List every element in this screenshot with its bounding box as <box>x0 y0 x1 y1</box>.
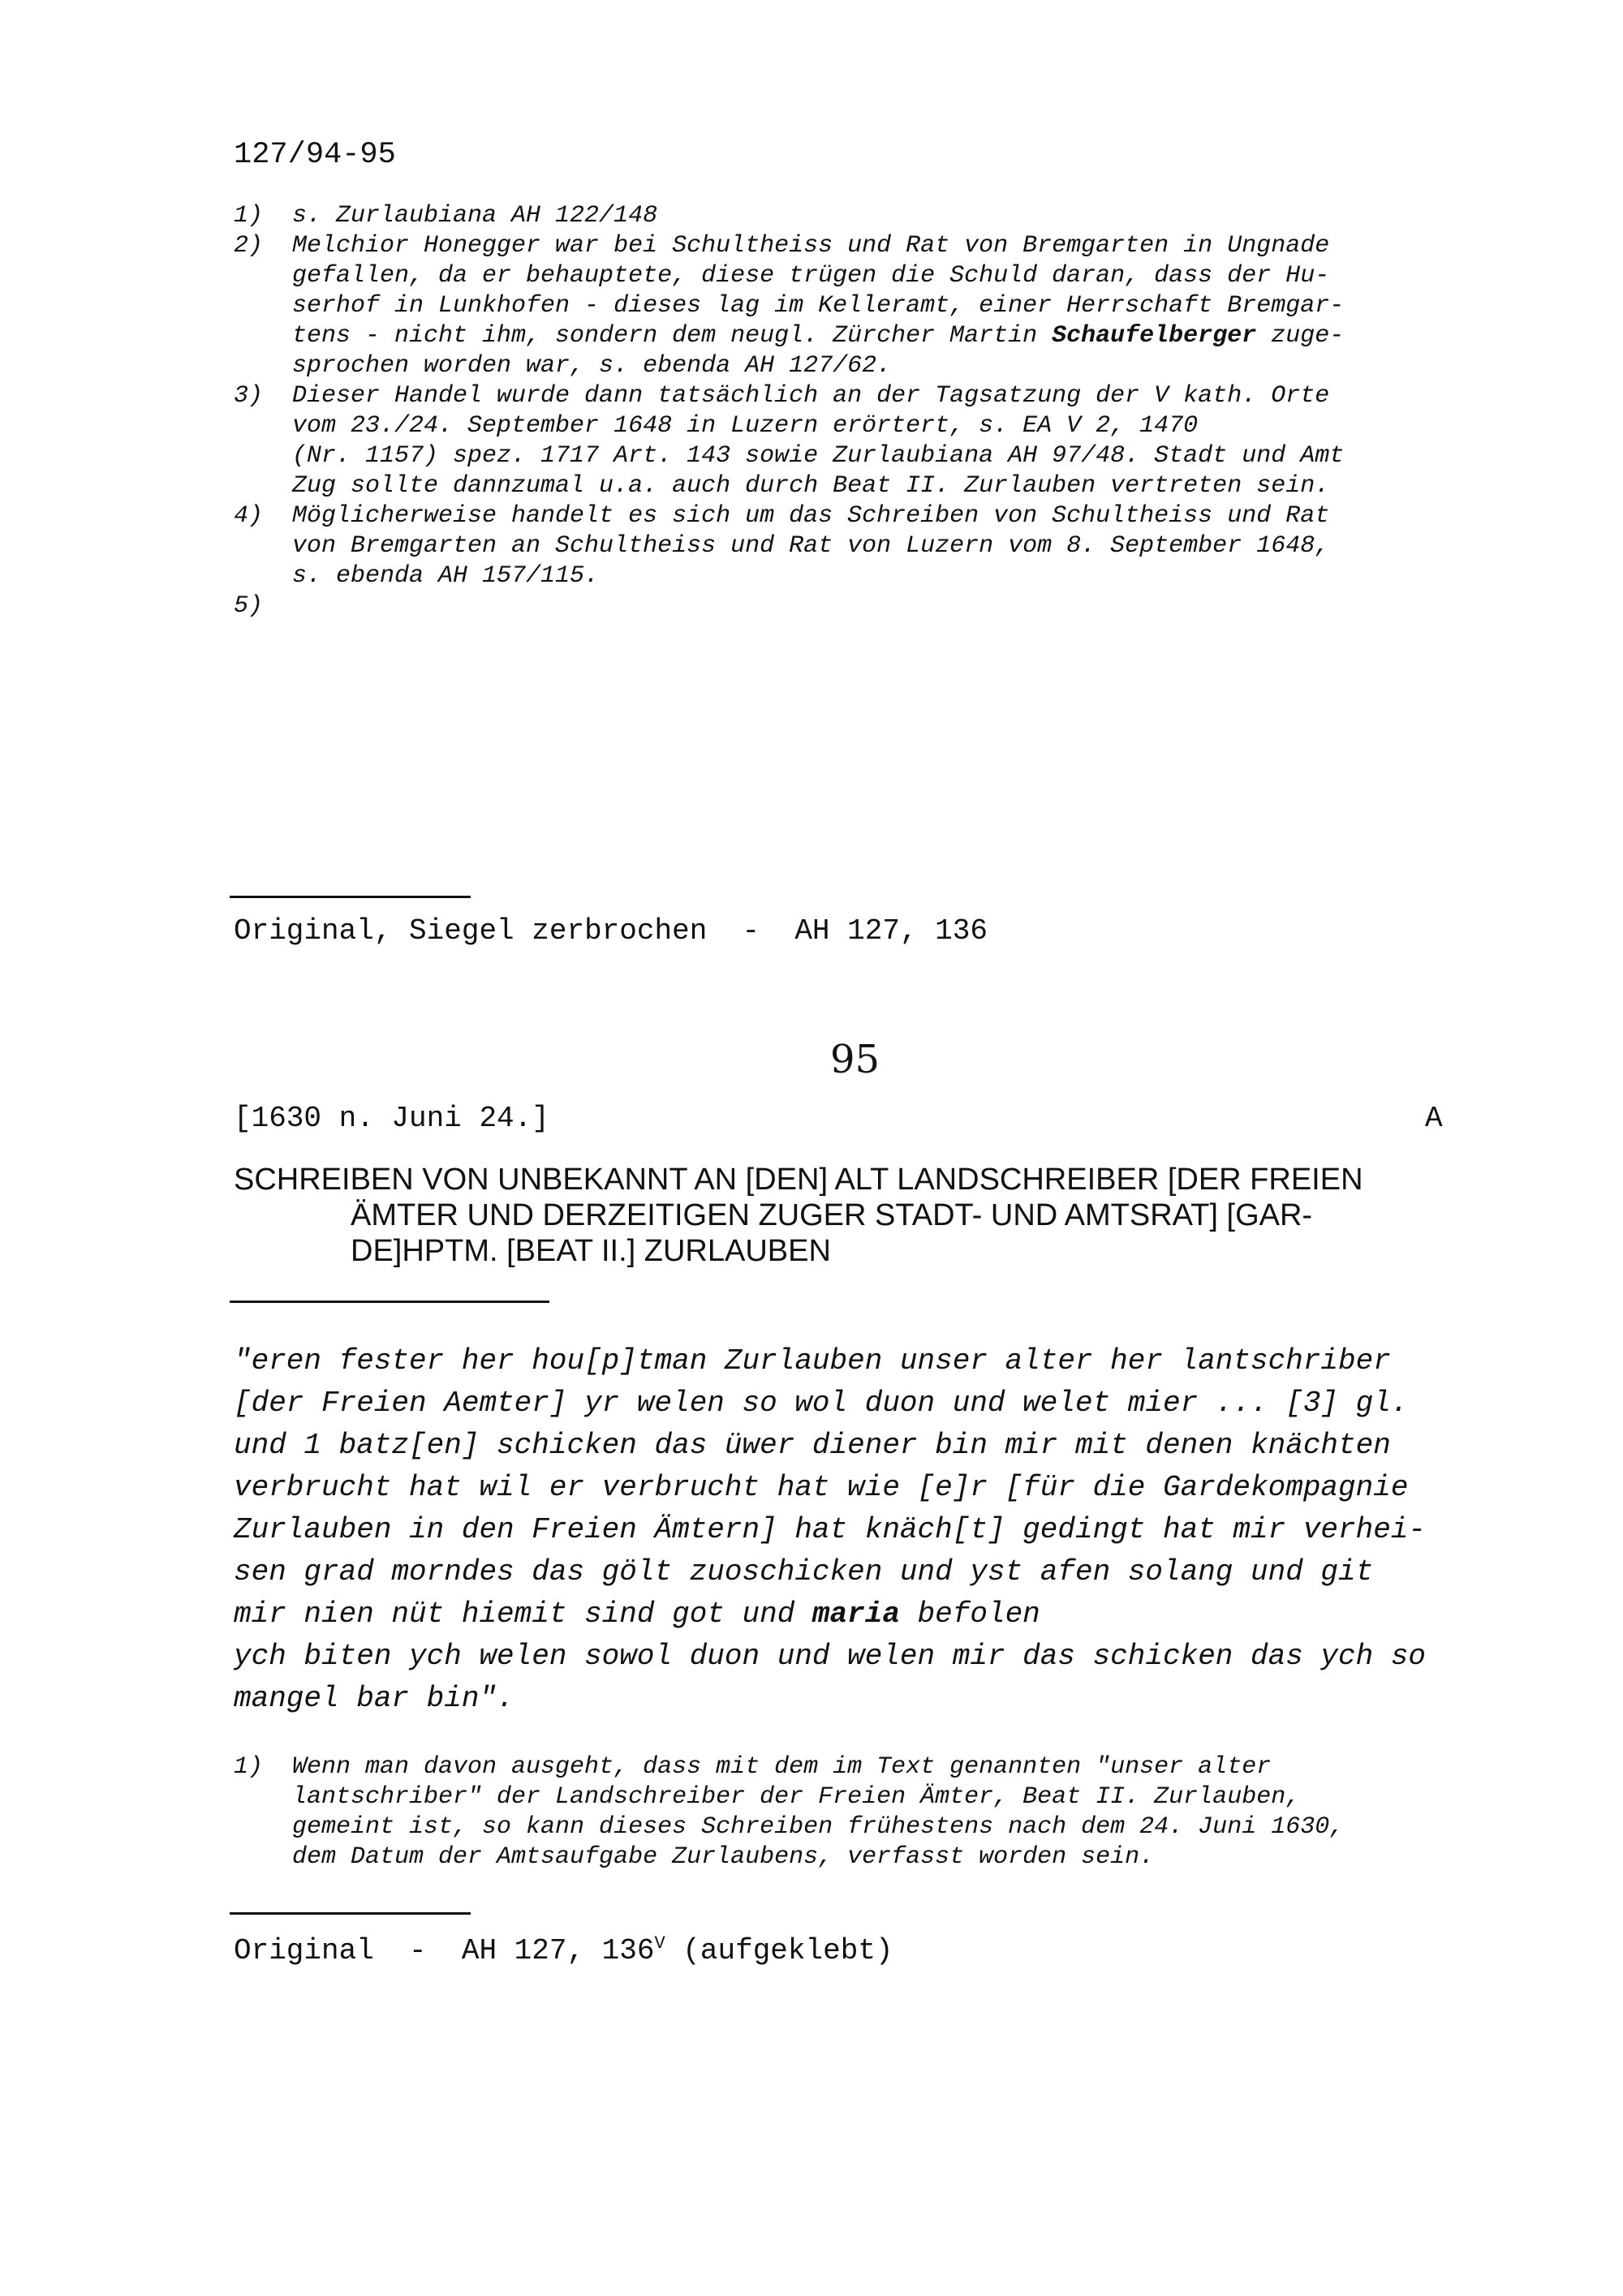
text-line: mangel bar bin". <box>234 1682 514 1715</box>
footnote-number: 2) <box>234 232 264 260</box>
footnote-number: 1) <box>234 202 264 230</box>
footnote-text: zuge- <box>1256 322 1345 350</box>
footnote-text: tens - nicht ihm, sondern dem neugl. Zürcher Martin <box>292 322 1053 350</box>
text-line: sen grad morndes das gölt zuoschicken und yst afen solang und git <box>234 1555 1374 1589</box>
document-date: [1630 n. Juni 24.] <box>234 1102 549 1135</box>
title-line: ÄMTER UND DERZEITIGEN ZUGER STADT- UND AMTSRAT] [GAR- <box>351 1198 1313 1232</box>
footnote-line: gefallen, da er behauptete, diese trügen die Schuld daran, dass der Hu- <box>292 262 1330 290</box>
footnote-line: sprochen worden war, s. ebenda AH 127/62. <box>292 352 892 380</box>
superscript: V <box>654 1933 665 1954</box>
source-note-94: Original, Siegel zerbrochen - AH 127, 136 <box>234 914 988 948</box>
footnote-line: Möglicherweise handelt es sich um das Schreiben von Schultheiss und Rat <box>292 502 1330 530</box>
text-line: [der Freien Aemter] yr welen so wol duon und welet mier ... [3] gl. <box>234 1387 1409 1420</box>
source-text: Original - AH 127, 136 <box>234 1934 655 1967</box>
document-marker: A <box>1425 1102 1443 1135</box>
page-reference: 127/94-95 <box>234 138 396 172</box>
document-number: 95 <box>830 1037 880 1082</box>
bold-name: Schaufelberger <box>1052 322 1257 350</box>
footnote-line: dem Datum der Amtsaufgabe Zurlaubens, verfasst worden sein. <box>292 1843 1155 1871</box>
text-segment: befolen <box>899 1597 1040 1631</box>
footnote-line: Dieser Handel wurde dann tatsächlich an der Tagsatzung der V kath. Orte <box>292 382 1330 410</box>
footnote-line: Melchior Honegger war bei Schultheiss und Rat von Bremgarten in Ungnade <box>292 232 1330 260</box>
footnote-line: (Nr. 1157) spez. 1717 Art. 143 sowie Zurlaubiana AH 97/48. Stadt und Amt <box>292 442 1345 470</box>
text-segment: mir nien nüt hiemit sind got und <box>234 1597 812 1631</box>
footnote-line: vom 23./24. September 1648 in Luzern erörtert, s. EA V 2, 1470 <box>292 412 1199 440</box>
footnote-line: lantschriber" der Landschreiber der Freien Ämter, Beat II. Zurlauben, <box>292 1783 1301 1811</box>
footnote-line: serhof in Lunkhofen - dieses lag im Kelleramt, einer Herrschaft Bremgar- <box>292 292 1345 320</box>
text-line: "eren fester her hou[p]tman Zurlauben unser alter her lantschriber <box>234 1344 1391 1378</box>
source-note-95 <box>234 1933 893 1967</box>
footnote-line: gemeint ist, so kann dieses Schreiben frühestens nach dem 24. Juni 1630, <box>292 1813 1345 1841</box>
divider <box>230 896 471 898</box>
text-line: und 1 batz[en] schicken das üwer diener bin mir mit denen knächten <box>234 1429 1391 1462</box>
footnote-number: 3) <box>234 382 264 410</box>
text-line: ych biten ych welen sowol duon und welen mir das schicken das ych so <box>234 1640 1427 1673</box>
footnote-number: 1) <box>234 1753 264 1781</box>
footnote-line <box>292 321 1344 351</box>
bold-word: maria <box>812 1597 900 1631</box>
source-text: (aufgeklebt) <box>665 1934 893 1967</box>
title-line: DE]HPTM. [BEAT II.] ZURLAUBEN <box>351 1234 831 1268</box>
text-line: verbrucht hat wil er verbrucht hat wie [e]r [für die Gardekompagnie <box>234 1471 1409 1504</box>
divider <box>230 1912 471 1915</box>
footnote-number: 5) <box>234 592 264 620</box>
footnote-line: Wenn man davon ausgeht, dass mit dem im Text genannten "unser alter <box>292 1753 1272 1781</box>
title-line: SCHREIBEN VON UNBEKANNT AN [DEN] ALT LANDSCHREIBER [DER FREIEN <box>234 1163 1363 1197</box>
text-line: Zurlauben in den Freien Ämtern] hat knäch[t] gedingt hat mir verhei- <box>234 1513 1427 1546</box>
text-line <box>234 1593 1040 1636</box>
footnote-line: s. ebenda AH 157/115. <box>292 562 600 590</box>
footnote-line: Zug sollte dannzumal u.a. auch durch Beat II. Zurlauben vertreten sein. <box>292 472 1330 500</box>
divider <box>230 1301 549 1303</box>
footnote-number: 4) <box>234 502 264 530</box>
footnote-line: von Bremgarten an Schultheiss und Rat von Luzern vom 8. September 1648, <box>292 532 1330 560</box>
footnote-line: s. Zurlaubiana AH 122/148 <box>292 202 658 230</box>
